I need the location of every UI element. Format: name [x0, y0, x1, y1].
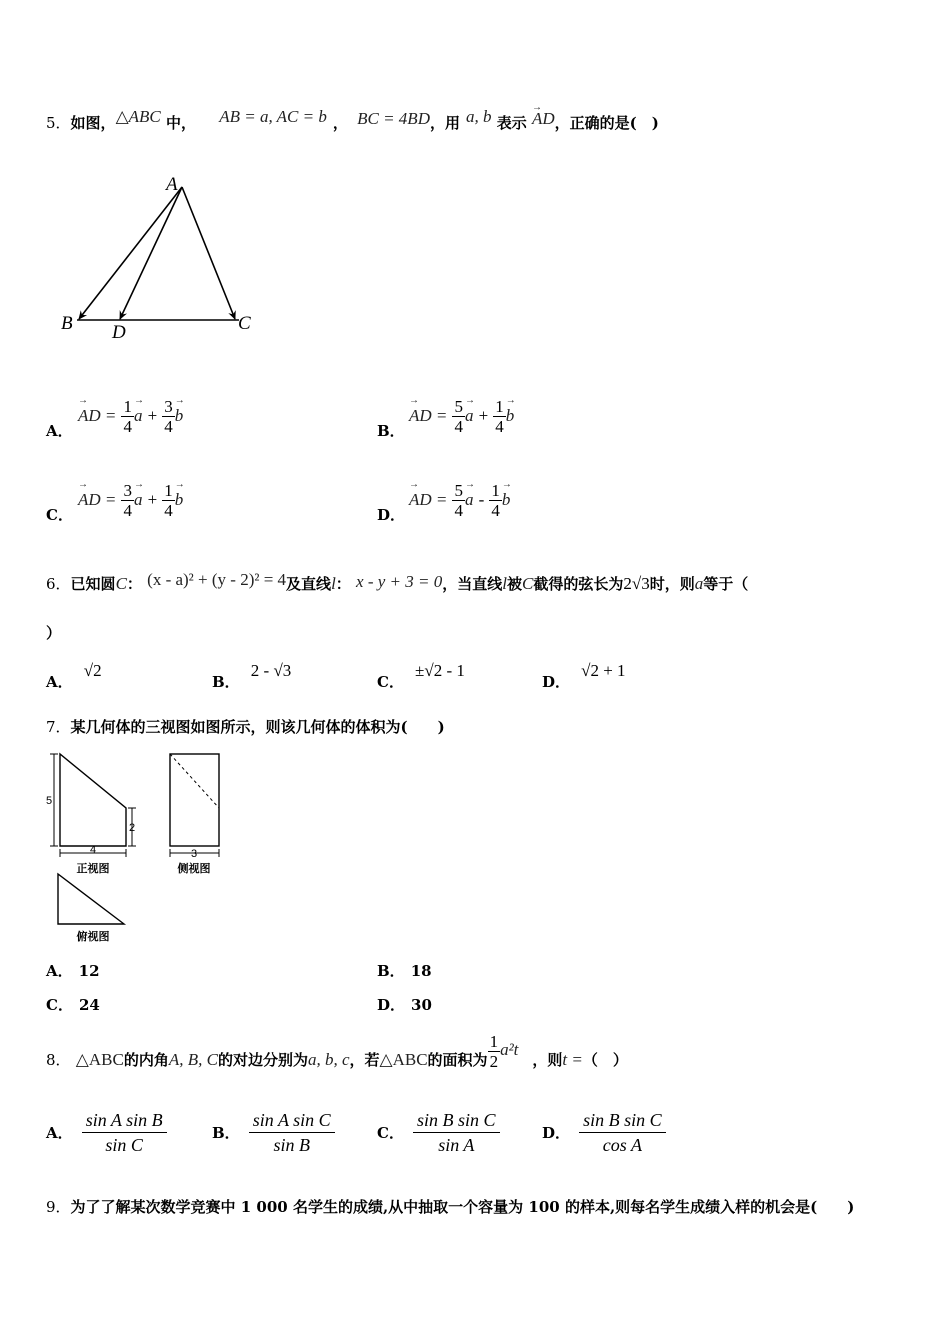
stem-text: 被 [507, 575, 523, 593]
circle-c: C [115, 574, 127, 593]
sides: a, b, c [307, 1050, 350, 1069]
line-l: l [331, 574, 336, 593]
question-7-stem [46, 716, 445, 737]
vector-ac [182, 187, 235, 319]
option-value: 24 [78, 996, 100, 1014]
vector-a: → a [465, 490, 474, 510]
line-l: l [502, 574, 507, 593]
q6-option-a[interactable] [46, 660, 102, 691]
option-den: sin A [438, 1135, 475, 1155]
den: 4 [123, 501, 132, 520]
option-value: √2 [83, 661, 102, 680]
option-value: 30 [411, 996, 432, 1014]
vector-b: → b [175, 490, 184, 510]
option-label: C． [46, 506, 73, 524]
front-view-shape [60, 754, 126, 846]
area-den: 2 [489, 1052, 499, 1071]
stem-text: 及直线 [286, 575, 332, 593]
stem-text: 的对边分别为 [217, 1051, 308, 1069]
label-d: D [112, 322, 126, 343]
label-a: A [166, 174, 178, 195]
operator: + [147, 406, 158, 425]
option-label: B． [377, 962, 405, 980]
den: 4 [164, 417, 173, 436]
option-num: sin B sin C [413, 1108, 500, 1133]
stem-text: ，当直线 [442, 575, 503, 593]
option-label: D． [377, 506, 406, 524]
vector-b: → b [502, 490, 511, 510]
stem-text: ，则 [532, 1051, 563, 1069]
question-number: 6． [46, 575, 71, 593]
circle-equation: (x - a)² + (y - 2)² = 4 [147, 570, 287, 589]
stem-text: 某几何体的三视图如图所示，则该几何体的体积为( ) [70, 718, 445, 736]
vector-a: → a [134, 490, 143, 510]
option-label: B． [212, 1124, 240, 1142]
question-number: 7． [46, 718, 71, 736]
den: 4 [495, 417, 504, 436]
bc-equation: BC = 4BD [357, 109, 430, 128]
vector-ad-line [120, 187, 182, 319]
stem-text: 时，则 [649, 575, 695, 593]
stem-text: 的面积为 [427, 1051, 488, 1069]
lhs-ad: → AD = [409, 490, 447, 510]
option-label: D． [542, 673, 571, 691]
three-view-figure [44, 746, 234, 944]
lhs-ad: → AD = [78, 490, 116, 510]
stem-text: 截得的弦长为 [533, 575, 624, 593]
stem-text: 的内角 [123, 1051, 169, 1069]
den: 4 [491, 501, 500, 520]
q7-option-d[interactable] [377, 994, 432, 1015]
dim-3: 3 [190, 848, 198, 860]
option-value: 12 [78, 962, 100, 980]
den: 4 [454, 501, 463, 520]
circle-c: C [522, 574, 534, 593]
den: 4 [164, 501, 173, 520]
question-5-stem [46, 108, 906, 138]
label-c: C [238, 313, 251, 334]
option-den: sin C [105, 1135, 143, 1155]
option-den: cos A [602, 1135, 642, 1155]
option-label: D． [377, 996, 406, 1014]
stem-text: ，正确的是( ) [554, 114, 659, 132]
option-value: √2 + 1 [581, 661, 626, 680]
vector-ad: → AD [532, 104, 555, 134]
option-den: sin B [273, 1135, 310, 1155]
q6-option-c[interactable] [377, 660, 465, 691]
option-value: 2 - √3 [250, 661, 292, 680]
vector-a: → a [465, 406, 474, 426]
vector-ab [79, 187, 182, 319]
coef-2: 1 [495, 397, 504, 416]
chord-length: 2√3 [623, 574, 650, 593]
q8-option-d[interactable] [542, 1108, 666, 1157]
operator: + [147, 490, 158, 509]
option-value: 18 [410, 962, 432, 980]
option-label: C． [46, 996, 73, 1014]
question-8-stem [46, 1030, 916, 1090]
option-label: A． [46, 962, 73, 980]
question-6-close: ） [46, 624, 62, 642]
dim-4: 4 [89, 844, 97, 856]
question-number: 9． [46, 1198, 71, 1216]
basis-vectors: a, b [465, 107, 492, 126]
q7-option-a[interactable] [46, 960, 100, 981]
stem-text: 已知圆 [70, 575, 116, 593]
q6-option-b[interactable] [212, 660, 292, 691]
front-view-label: 正视图 [76, 862, 110, 875]
stem-text: 中， [160, 114, 196, 132]
stem-text: ，用 [429, 114, 460, 132]
side-view-label: 侧视图 [177, 862, 211, 875]
q8-option-c[interactable] [377, 1108, 500, 1157]
stem-text: 表示 [496, 114, 532, 132]
question-number: 5． [46, 114, 71, 132]
label-b: B [61, 313, 73, 334]
vector-b: → b [175, 406, 184, 426]
option-num: sin A sin C [249, 1108, 335, 1133]
dim-2: 2 [128, 822, 136, 834]
area-expression: a²t [500, 1040, 519, 1059]
option-label: B． [377, 422, 405, 440]
question-number: 8． [46, 1051, 71, 1069]
coef-2: 1 [164, 481, 173, 500]
q7-option-c[interactable] [46, 994, 100, 1015]
option-value: ±√2 - 1 [415, 661, 465, 680]
stem-text: ： [126, 575, 142, 593]
q8-option-b[interactable] [212, 1108, 335, 1157]
lhs-ad: → AD = [78, 406, 116, 426]
option-label: D． [542, 1124, 571, 1142]
top-view-shape [58, 874, 124, 924]
coef-2: 3 [164, 397, 173, 416]
top-view-label: 俯视图 [76, 930, 110, 943]
triangle-abc: △ABC [75, 1050, 124, 1069]
triangle-figure [55, 168, 270, 346]
q7-option-b[interactable] [377, 960, 432, 981]
coef-1: 1 [123, 397, 132, 416]
q8-option-a[interactable] [46, 1108, 167, 1157]
option-label: A． [46, 422, 73, 440]
variable-a: a [694, 574, 704, 593]
question-9-stem [46, 1196, 854, 1217]
vector-equation: AB = a, AC = b [219, 107, 327, 126]
line-equation: x - y + 3 = 0 [356, 572, 443, 591]
stem-text: ： [335, 575, 351, 593]
coef-2: 1 [491, 481, 500, 500]
option-label: A． [46, 1124, 73, 1142]
stem-text: （ ） [582, 1051, 628, 1069]
option-num: sin A sin B [82, 1108, 167, 1133]
operator: - [478, 490, 485, 509]
den: 4 [123, 417, 132, 436]
option-label: C． [377, 1124, 404, 1142]
question-6-stem [46, 570, 916, 598]
vector-a: → a [134, 406, 143, 426]
lhs-ad: → AD = [409, 406, 447, 426]
dim-5: 5 [45, 795, 53, 807]
coef-1: 3 [123, 481, 132, 500]
option-label: C． [377, 673, 404, 691]
stem-text: 等于（ [703, 575, 749, 593]
vector-b: → b [506, 406, 515, 426]
coef-1: 5 [454, 481, 463, 500]
t-variable: t = [562, 1050, 583, 1069]
den: 4 [454, 417, 463, 436]
option-num: sin B sin C [579, 1108, 666, 1133]
stem-text: 为了了解某次数学竞赛中 1 000 名学生的成绩,从中抽取一个容量为 100 的样本,则每名学生成绩入样的机会是( ) [70, 1198, 855, 1216]
triangle-abc: △ABC [115, 107, 161, 126]
side-view-hidden-edge [170, 754, 219, 808]
stem-text: 如图， [70, 114, 116, 132]
coef-1: 5 [454, 397, 463, 416]
area-num: 1 [489, 1032, 499, 1051]
option-label: A． [46, 673, 73, 691]
q6-option-d[interactable] [542, 660, 626, 691]
operator: + [478, 406, 489, 425]
angles: A, B, C [168, 1050, 218, 1069]
area-fraction [488, 1032, 501, 1071]
stem-text: ，若 [349, 1051, 380, 1069]
option-label: B． [212, 673, 240, 691]
triangle-abc: △ABC [379, 1050, 428, 1069]
stem-text: ， [332, 114, 348, 132]
